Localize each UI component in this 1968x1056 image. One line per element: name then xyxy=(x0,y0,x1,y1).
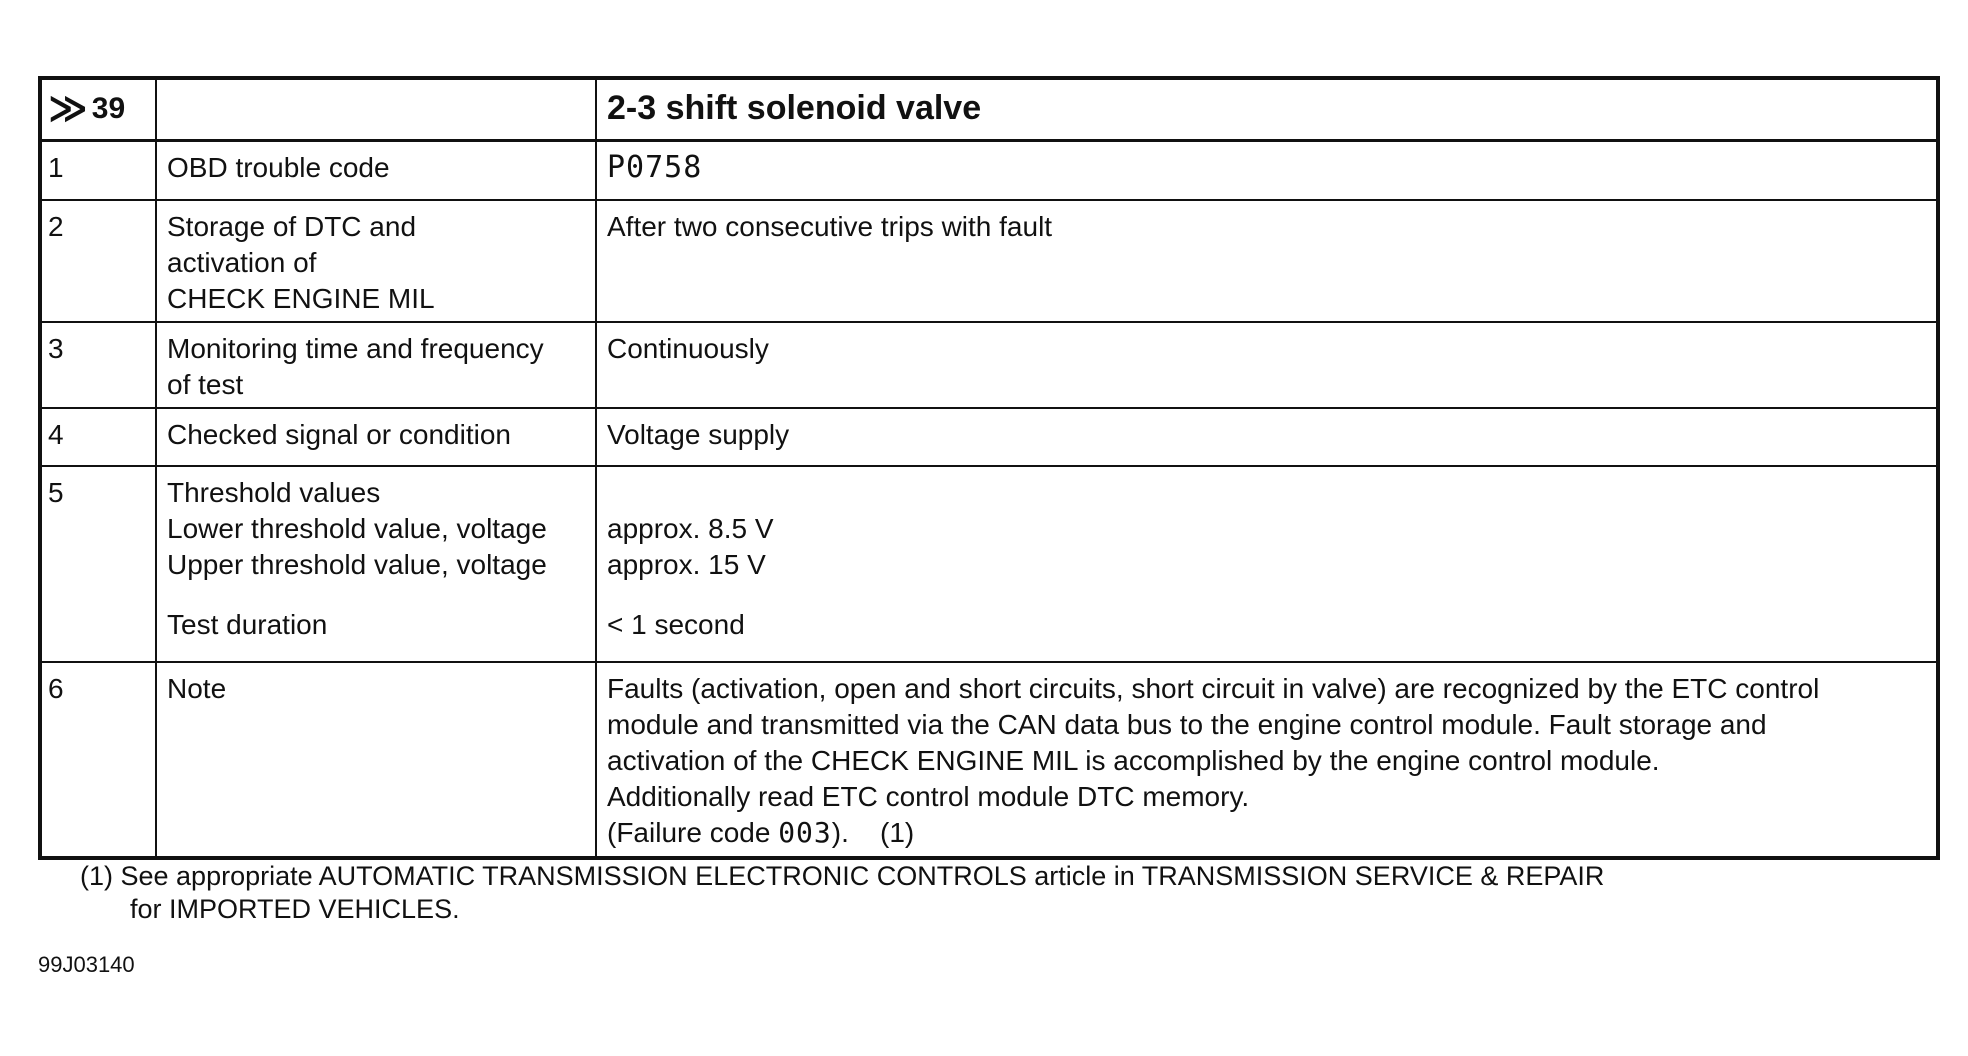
upper-threshold-value: approx. 15 V xyxy=(607,549,766,580)
test-duration-value: < 1 second xyxy=(607,609,745,640)
row-label: OBD trouble code xyxy=(156,140,596,200)
lower-threshold-value: approx. 8.5 V xyxy=(607,513,774,544)
row-label: Note xyxy=(156,662,596,856)
failure-code: 003 xyxy=(778,816,832,849)
row-number: 1 xyxy=(42,140,156,200)
obd-trouble-code: P0758 xyxy=(607,149,703,185)
figure-id: 99J03140 xyxy=(38,952,135,977)
table-row xyxy=(42,322,1936,408)
header-number-cell xyxy=(42,80,156,140)
header-empty-cell xyxy=(156,80,596,140)
test-number: 39 xyxy=(91,92,126,126)
table-row xyxy=(42,408,1936,466)
table-header-row xyxy=(42,80,1936,140)
footnote: (1) See appropriate AUTOMATIC TRANSMISSION ELECTRONIC CONTROLS article in TRANSMISSION SERVICE & REPAIR for IMPORTED VEHICLES. xyxy=(80,861,1605,924)
header-title-cell xyxy=(596,80,1936,140)
diagnostic-table xyxy=(42,80,1936,856)
table-row xyxy=(42,140,1936,200)
row-value: Voltage supply xyxy=(596,408,1936,466)
row-value: Continuously xyxy=(596,322,1936,408)
row-label: Checked signal or condition xyxy=(156,408,596,466)
table-row xyxy=(42,466,1936,662)
row-label: Monitoring time and frequency of test xyxy=(156,322,596,408)
row-value xyxy=(596,140,1936,200)
row-number: 3 xyxy=(42,322,156,408)
row-value: Faults (activation, open and short circuits, short circuit in valve) are recognized by the ETC control module and transmitted via the CAN data bus to the engine control module. Fault storage and activation of the CHECK ENGINE MIL is accomplished by the engine control module. Additionally read ETC control module DTC memory. (Failure code 003). (1) xyxy=(596,662,1936,856)
chevron-icon: ≫ xyxy=(48,88,88,131)
row-value xyxy=(596,466,1936,662)
test-title: 2-3 shift solenoid valve xyxy=(607,89,982,128)
row-value: After two consecutive trips with fault xyxy=(596,200,1936,322)
row-number: 6 xyxy=(42,662,156,856)
row-number: 5 xyxy=(42,466,156,662)
table-row xyxy=(42,662,1936,856)
footnote-reference: (1) xyxy=(880,817,915,848)
row-number: 2 xyxy=(42,200,156,322)
row-number: 4 xyxy=(42,408,156,466)
failure-code-line: (Failure code 003). (1) xyxy=(607,816,915,849)
table-row xyxy=(42,200,1936,322)
diagnostic-table-frame xyxy=(38,76,1940,860)
row-label: Threshold values Lower threshold value, voltage Upper threshold value, voltage Test duration xyxy=(156,466,596,662)
row-label: Storage of DTC and activation of CHECK ENGINE MIL xyxy=(156,200,596,322)
